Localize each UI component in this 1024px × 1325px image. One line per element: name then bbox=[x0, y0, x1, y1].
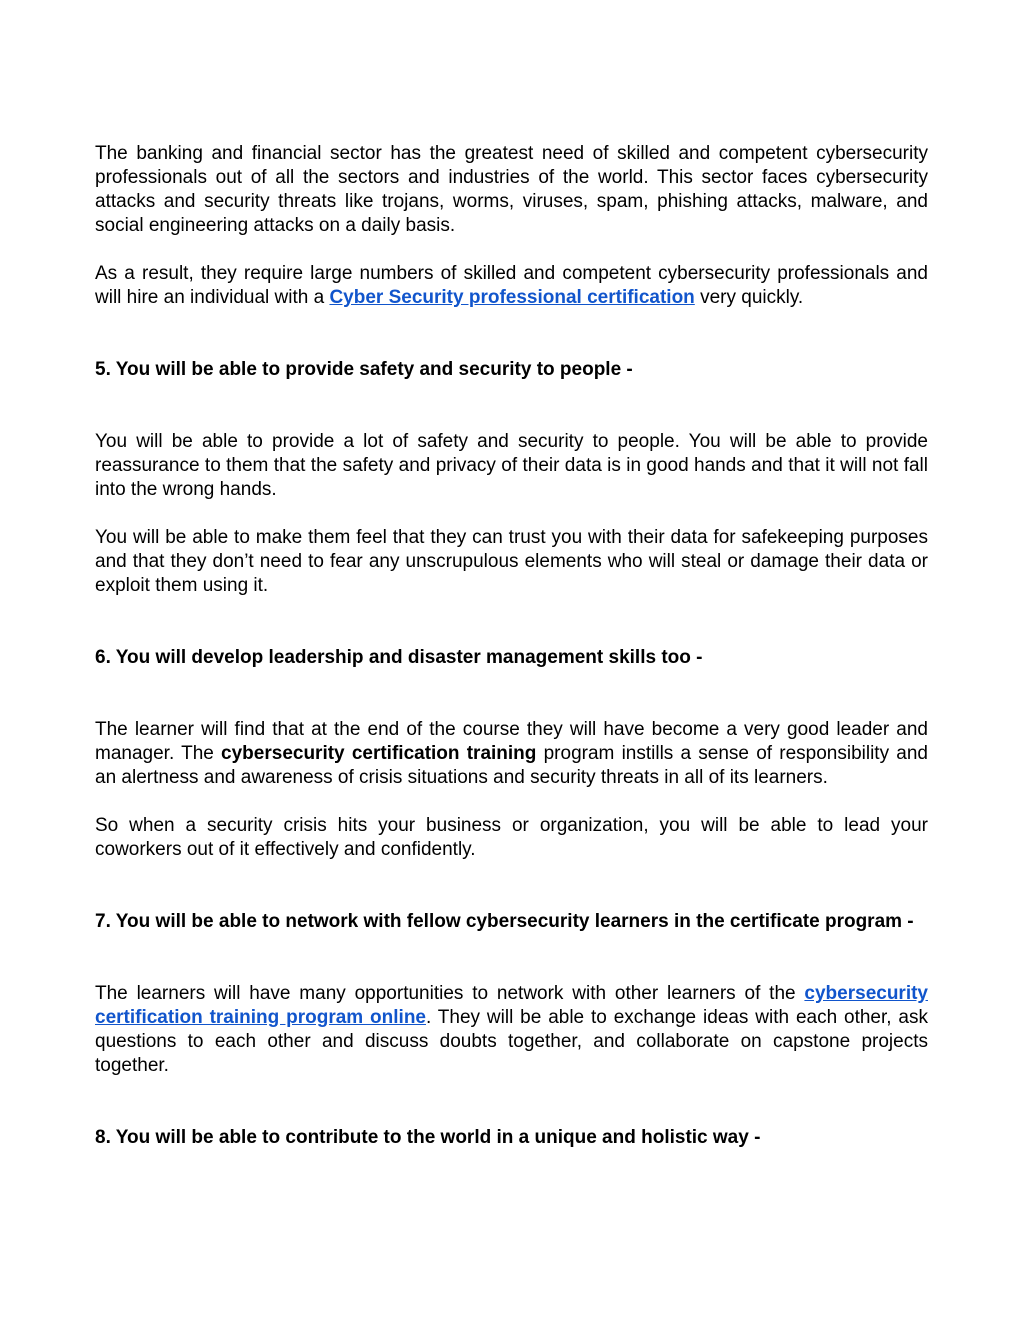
paragraph-crisis: So when a security crisis hits your business or organization, you will be able to lead your coworkers out of it effectively and confidently. bbox=[95, 815, 928, 860]
paragraph-hiring-text-before: As a result, they require large numbers of skilled and competent cybersecurity professionals and will hire an individual with a bbox=[95, 263, 928, 308]
bold-certification-training: cybersecurity certification training bbox=[221, 743, 537, 764]
paragraph-networking-text-after: . They will be able to exchange ideas with each other, ask questions to each other and discuss doubts together, and collaborate on capstone projects together. bbox=[95, 1007, 929, 1076]
paragraph-leadership bbox=[95, 718, 928, 790]
cyber-security-certification-link[interactable]: Cyber Security professional certification bbox=[329, 287, 695, 308]
heading-section-6: 6. You will develop leadership and disaster management skills too - bbox=[95, 647, 703, 668]
paragraph-networking-text-before: The learners will have many opportunities to network with other learners of the bbox=[95, 983, 805, 1004]
paragraph-safety-security: You will be able to provide a lot of safety and security to people. You will be able to provide reassurance to them that the safety and privacy of their data is in good hands and that it will not fall into the wrong hands. bbox=[95, 431, 928, 500]
paragraph-hiring bbox=[95, 262, 928, 310]
paragraph-leadership-text-after: program instills a sense of responsibility and an alertness and awareness of crisis situations and security threats in all of its learners. bbox=[95, 743, 928, 788]
paragraph-networking bbox=[95, 982, 928, 1078]
heading-section-8: 8. You will be able to contribute to the world in a unique and holistic way - bbox=[95, 1127, 761, 1148]
paragraph-trust: You will be able to make them feel that they can trust you with their data for safekeeping purposes and that they don’t need to fear any unscrupulous elements who will steal or damage their data or exploit them using it. bbox=[95, 527, 928, 596]
paragraph-hiring-text-after: very quickly. bbox=[694, 287, 804, 308]
heading-section-7: 7. You will be able to network with fellow cybersecurity learners in the certificate program - bbox=[95, 911, 914, 932]
heading-section-5: 5. You will be able to provide safety and security to people - bbox=[95, 359, 633, 380]
paragraph-banking-sector: The banking and financial sector has the greatest need of skilled and competent cybersecurity professionals out of all the sectors and industries of the world. This sector faces cybersecurity attacks and security threats like trojans, worms, viruses, spam, phishing attacks, malware, and social engineering attacks on a daily basis. bbox=[95, 143, 928, 236]
paragraph-leadership-text-before: The learner will find that at the end of the course they will have become a very good leader and manager. The bbox=[95, 719, 928, 764]
document-page bbox=[95, 142, 928, 1150]
certification-training-program-link[interactable]: cybersecurity certification training program online bbox=[95, 983, 928, 1028]
